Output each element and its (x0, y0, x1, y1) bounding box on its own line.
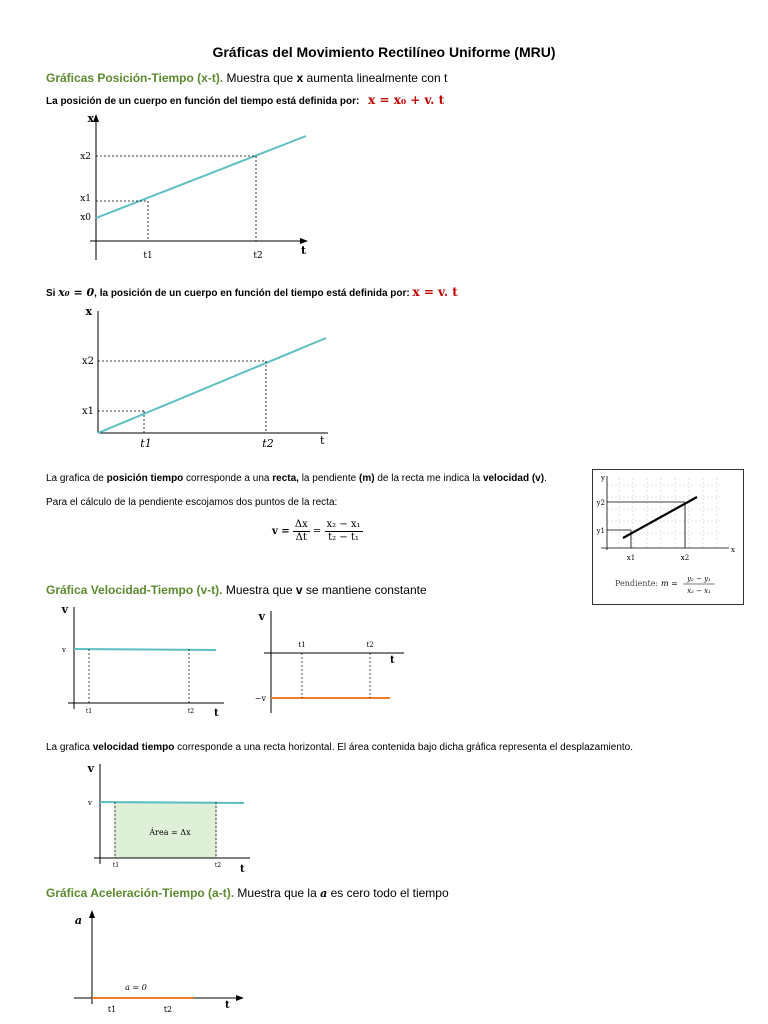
section-heading-vt (46, 583, 427, 597)
y-axis-label: x (87, 112, 94, 125)
slope-text-e: de la recta me indica la (374, 473, 483, 484)
definition-line (46, 93, 444, 107)
formula-eq: = (312, 526, 322, 537)
heading-xt-label: Gráficas Posición-Tiempo (x-t). (46, 71, 224, 85)
slope-line (623, 497, 697, 538)
y-axis-label: v (87, 762, 94, 775)
heading-at-text-a: Muestra que la (234, 886, 321, 900)
tick-t2: t2 (253, 251, 263, 261)
heading-at-text-b: es cero todo el tiempo (327, 886, 449, 900)
graph-velocity-area (80, 760, 260, 875)
graph-position-time-2 (80, 303, 340, 463)
tick-t2: t2 (187, 708, 195, 715)
y-axis-label: v (258, 610, 265, 623)
velocity-formula (272, 519, 363, 544)
case0-var: x₀ = 0 (58, 286, 95, 299)
zero-acceleration-label: a = 0 (125, 983, 147, 992)
slope-bold-4: velocidad (v) (482, 473, 545, 484)
case0-line (46, 285, 458, 299)
graph-velocity-time-negative (250, 607, 430, 717)
heading-vt-text-a: Muestra que (222, 583, 296, 597)
section-heading-at (46, 886, 449, 900)
tick-t2: t2 (262, 437, 274, 450)
slope-bold-1: posición tiempo (106, 473, 184, 484)
case0-text-b: , la posición de un cuerpo en función del tiempo está definida por: (94, 288, 410, 299)
calc-text: Para el cálculo de la pendiente escojamos dos puntos de la recta: (46, 497, 338, 508)
box-tick-y1: y1 (596, 527, 605, 535)
box-x-axis: x (731, 546, 735, 554)
box-tick-x1: x1 (626, 554, 636, 562)
definition-formula: x = x₀ + v. t (368, 93, 445, 107)
tick-t1: t1 (112, 862, 120, 869)
formula-den2: t₂ − t₁ (328, 532, 359, 543)
tick-x0: x0 (80, 213, 91, 223)
formula-den1: Δt (295, 532, 307, 543)
area-bold: velocidad tiempo (92, 742, 175, 753)
box-num: y₂ − y₁ (687, 575, 711, 583)
x-axis-label: t (390, 655, 395, 666)
heading-vt-var: v (295, 583, 303, 597)
case0-formula: x = v. t (412, 285, 458, 299)
heading-xt-text-b: aumenta linealmente con t (303, 71, 448, 85)
slope-text-a: La grafica de (46, 473, 107, 484)
page-title: Gráficas del Movimiento Rectilíneo Uniforme (MRU) (212, 44, 556, 60)
slope-bold-2: recta, (272, 473, 299, 484)
tick-t1: t1 (107, 1005, 117, 1014)
formula-num2: x₂ − x₁ (326, 519, 361, 530)
heading-vt-text-b: se mantiene constante (302, 583, 427, 597)
tick-t1: t1 (143, 251, 153, 261)
tick-v: v (88, 799, 92, 807)
y-axis-label: x (85, 305, 92, 318)
slope-text-c: corresponde a una (183, 473, 273, 484)
y-axis-label: a (74, 914, 82, 927)
slope-figure-box (592, 469, 744, 605)
case0-text-a: Si (46, 288, 59, 299)
position-line (96, 136, 306, 218)
heading-xt-var: x (296, 71, 304, 85)
x-axis-label: t (301, 244, 307, 257)
heading-xt-text-a: Muestra que (223, 71, 297, 85)
tick-t2: t2 (163, 1005, 173, 1014)
section-heading-xt (46, 71, 447, 85)
tick-x1: x1 (81, 406, 94, 417)
heading-vt-label: Gráfica Velocidad-Tiempo (v-t). (46, 583, 223, 597)
formula-num1: Δx (294, 519, 308, 530)
definition-text: La posición de un cuerpo en función del tiempo está definida por: (46, 96, 360, 107)
tick-x1: x1 (80, 194, 91, 204)
box-pendiente-label: Pendiente: (615, 579, 659, 588)
tick-t1: t1 (85, 708, 93, 715)
tick-t1: t1 (140, 437, 152, 450)
box-den: x₂ − x₁ (687, 587, 711, 595)
x-axis-label: t (240, 864, 245, 875)
tick-x2: x2 (81, 356, 94, 367)
box-tick-y2: y2 (596, 499, 605, 507)
tick-t2: t2 (214, 862, 222, 869)
y-axis-label: v (61, 603, 68, 616)
graph-acceleration-time (70, 908, 250, 1018)
box-tick-x2: x2 (680, 554, 690, 562)
tick-v: v (62, 646, 66, 654)
position-line-origin (98, 338, 326, 433)
graph-velocity-time-positive (56, 603, 236, 723)
tick-neg-v: −v (254, 694, 266, 703)
velocity-line (100, 802, 244, 803)
area-text-c: corresponde a una recta horizontal. El área contenida bajo dicha gráfica representa el desplazamiento. (174, 742, 634, 753)
slope-graph (593, 470, 743, 604)
area-explanation (46, 742, 746, 753)
slope-text-f: . (544, 473, 547, 484)
heading-at-label: Gráfica Aceleración-Tiempo (a-t). (46, 886, 235, 900)
x-axis-label: t (320, 434, 325, 447)
formula-lhs: v = (272, 526, 290, 537)
box-y-axis: y (601, 474, 605, 482)
tick-t2: t2 (366, 641, 374, 649)
graph-position-time-1 (70, 108, 320, 278)
slope-text-d: la pendiente (298, 473, 359, 484)
tick-x2: x2 (80, 152, 91, 162)
x-axis-label: t (214, 708, 219, 719)
x-axis-label: t (225, 1000, 230, 1011)
heading-at-var: a (320, 887, 328, 900)
slope-explanation (46, 473, 576, 484)
velocity-line (74, 649, 216, 650)
slope-bold-3: (m) (358, 473, 375, 484)
box-m: m = (661, 579, 678, 588)
area-label: Área = Δx (149, 828, 191, 837)
area-text-a: La grafica (46, 742, 93, 753)
tick-t1: t1 (298, 641, 306, 649)
